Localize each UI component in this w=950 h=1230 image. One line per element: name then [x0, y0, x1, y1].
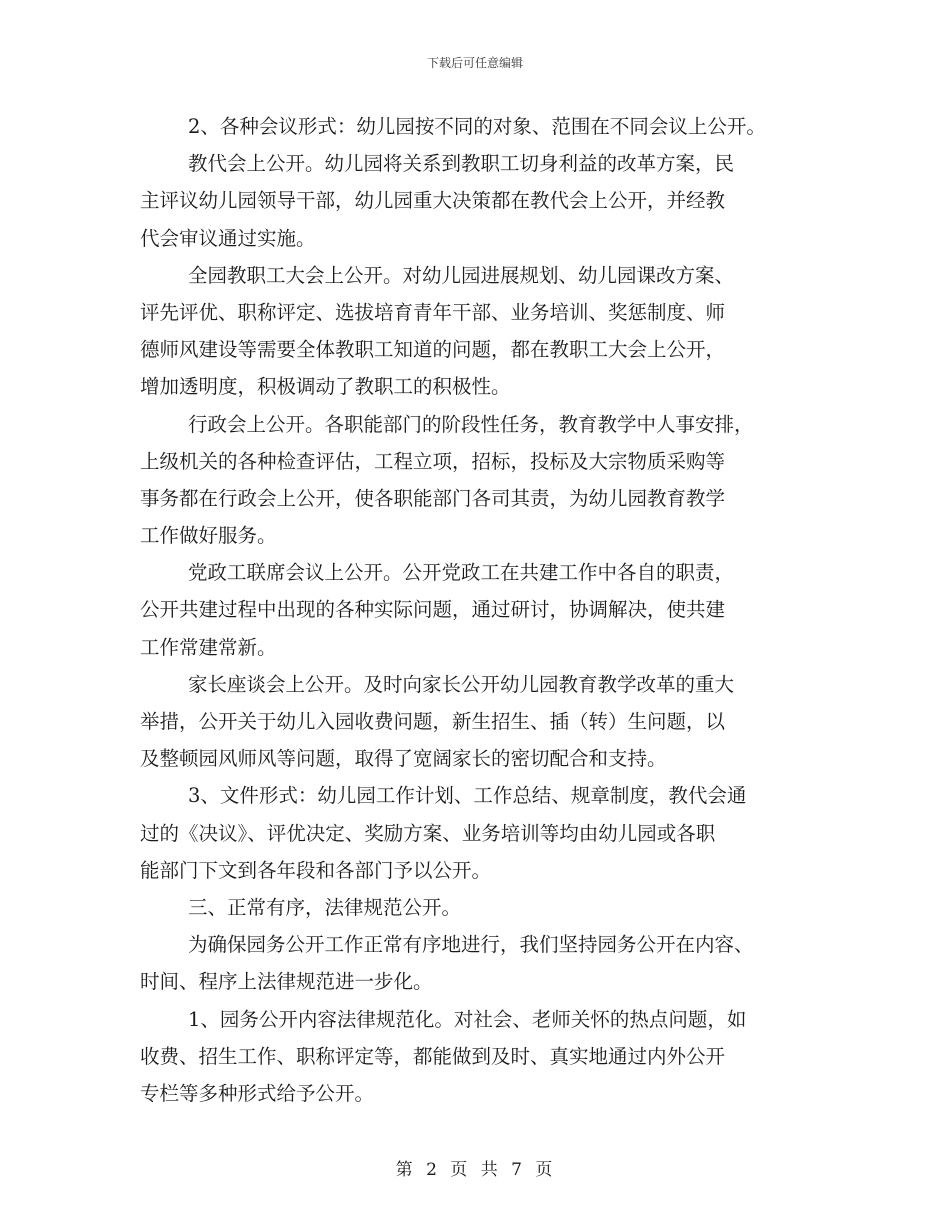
text-line: 家长座谈会上公开。及时向家长公开幼儿园教育教学改革的重大: [188, 672, 735, 696]
text-line: 2、各种会议形式：幼儿园按不同的对象、范围在不同会议上公开。: [188, 115, 766, 138]
text-line: 评先评优、职称评定、选拔培育青年干部、业务培训、奖惩制度、师: [140, 300, 726, 324]
text-line: 工作做好服务。: [140, 524, 277, 548]
text-line: 代会审议通过实施。: [140, 226, 316, 250]
text-line: 举措，公开关于幼儿入园收费问题，新生招生、插（转）生问题，以: [140, 710, 726, 733]
text-line: 1、园务公开内容法律规范化。对社会、老师关怀的热点问题，如: [188, 1007, 747, 1031]
text-line: 增加透明度，积极调动了教职工的积极性。: [140, 375, 511, 399]
text-line: 上级机关的各种检查评估，工程立项，招标，投标及大宗物质采购等: [140, 449, 726, 473]
text-line: 及整顿园风师风等问题，取得了宽阔家长的密切配合和支持。: [140, 747, 667, 771]
text-line: 3、文件形式：幼儿园工作计划、工作总结、规章制度，教代会通: [188, 784, 747, 808]
text-line: 能部门下文到各年段和各部门予以公开。: [140, 858, 492, 882]
text-line: 党政工联席会议上公开。公开党政工在共建工作中各自的职责，: [188, 561, 735, 585]
text-line: 时间、程序上法律规范进一步化。: [140, 970, 433, 994]
text-line: 行政会上公开。各职能部门的阶段性任务，教育教学中人事安排，: [188, 412, 754, 436]
text-line: 教代会上公开。幼儿园将关系到教职工切身利益的改革方案，民: [188, 152, 735, 176]
text-line: 过的《决议》、评优决定、奖励方案、业务培训等均由幼儿园或各职: [140, 821, 716, 845]
text-line: 主评议幼儿园领导干部，幼儿园重大决策都在教代会上公开，并经教: [140, 189, 726, 213]
text-line: 公开共建过程中出现的各种实际问题，通过研讨，协调解决，使共建: [140, 598, 726, 622]
text-line: 三、正常有序，法律规范公开。: [188, 895, 462, 919]
text-line: 全园教职工大会上公开。对幼儿园进展规划、幼儿园课改方案、: [188, 263, 735, 287]
text-line: 收费、招生工作、职称评定等，都能做到及时、真实地通过内外公开: [140, 1044, 726, 1068]
text-line: 为确保园务公开工作正常有序地进行，我们坚持园务公开在内容、: [188, 933, 754, 957]
text-line: 工作常建常新。: [140, 635, 277, 659]
text-line: 德师风建设等需要全体教职工知道的问题，都在教职工大会上公开，: [140, 338, 726, 362]
text-line: 专栏等多种形式给予公开。: [140, 1081, 375, 1105]
page-footer: 第 2 页 共 7 页: [395, 1160, 555, 1180]
text-line: 事务都在行政会上公开，使各职能部门各司其责，为幼儿园教育教学: [140, 486, 726, 510]
page-header: 下载后可任意编辑: [426, 56, 523, 70]
document-body: [140, 108, 820, 1112]
